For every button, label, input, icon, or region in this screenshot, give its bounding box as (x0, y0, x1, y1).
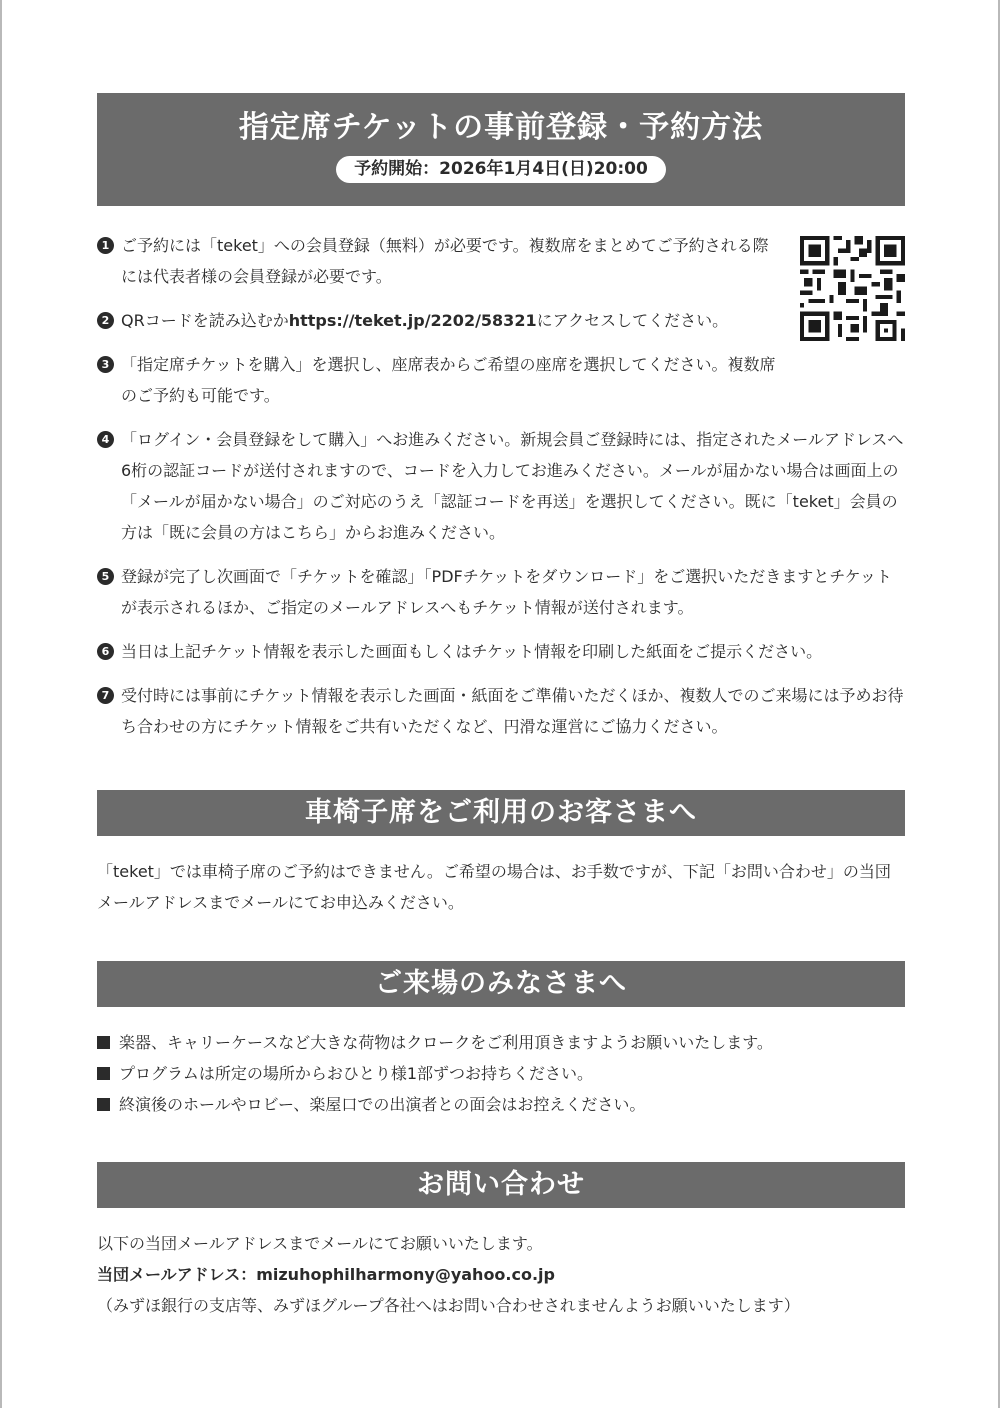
step-number: 1 (97, 237, 114, 254)
list-item: 終演後のホールやロビー、楽屋口での出演者との面会はお控えください。 (97, 1089, 905, 1120)
email-label: 当団メールアドレス： (97, 1265, 257, 1284)
wheelchair-heading: 車椅子席をご利用のお客さまへ (97, 790, 905, 836)
step-7 (97, 680, 905, 742)
list-item: 楽器、キャリーケースなど大きな荷物はクロークをご利用頂きますようお願いいたします。 (97, 1027, 905, 1058)
step-3 (97, 349, 781, 411)
step-number: 4 (97, 431, 114, 448)
step-text: ご予約には「teket」への会員登録（無料）が必要です。複数席をまとめてご予約される際には代表者様の会員登録が必要です。 (121, 236, 769, 286)
contact-note: （みずほ銀行の支店等、みずほグループ各社へはお問い合わせされませんようお願いいたします） (97, 1296, 800, 1315)
qr-code-icon[interactable] (800, 236, 905, 341)
contact-heading: お問い合わせ (97, 1162, 905, 1208)
contact-section (97, 1228, 905, 1321)
step-text: 登録が完了し次画面で「チケットを確認」「PDFチケットをダウンロード」をご選択いただきますとチケットが表示されるほか、ご指定のメールアドレスへもチケット情報が送付されます。 (121, 567, 892, 617)
page-title: 指定席チケットの事前登録・予約方法 (238, 110, 764, 145)
contact-email-line (97, 1259, 905, 1290)
main-header (97, 93, 905, 206)
step-5 (97, 561, 905, 623)
square-bullet-icon (97, 1036, 110, 1049)
step-text: 当日は上記チケット情報を表示した画面もしくはチケット情報を印刷した紙面をご提示ください。 (121, 642, 823, 661)
step-text: 「ログイン・会員登録をして購入」へお進みください。新規会員ご登録時には、指定されたメールアドレスへ6桁の認証コードが送付されますので、コードを入力してお進みください。メールが届かない場合は画面上の「メールが届かない場合」のご対応のうえ「認証コードを再送」を選択してください。既に「teket」会員の方は「既に会員の方はこちら」からお進みください。 (121, 430, 904, 542)
step-2 (97, 305, 781, 336)
teket-url-link[interactable]: https://teket.jp/2202/58321 (288, 311, 537, 330)
step-number: 2 (97, 312, 114, 329)
step-number: 5 (97, 568, 114, 585)
square-bullet-icon (97, 1098, 110, 1111)
step-text: 「指定席チケットを購入」を選択し、座席表からご希望の座席を選択してください。複数席のご予約も可能です。 (121, 355, 776, 405)
step-1 (97, 230, 781, 292)
square-bullet-icon (97, 1067, 110, 1080)
email-link[interactable]: mizuhophilharmony@yahoo.co.jp (256, 1265, 555, 1284)
step-text: にアクセスしてください。 (536, 311, 729, 330)
step-list (97, 230, 905, 755)
step-text: QRコードを読み込むか (121, 311, 289, 330)
wheelchair-text: 「teket」では車椅子席のご予約はできません。ご希望の場合は、お手数ですが、下記「お問い合わせ」の当団メールアドレスまでメールにてお申込みください。 (97, 862, 891, 912)
visitors-heading: ご来場のみなさまへ (97, 961, 905, 1007)
step-6 (97, 636, 905, 667)
step-4 (97, 424, 905, 548)
reservation-start-badge: 予約開始：2026年1月4日(日)20:00 (336, 156, 666, 183)
list-item: プログラムは所定の場所からおひとり様1部ずつお持ちください。 (97, 1058, 905, 1089)
step-number: 3 (97, 356, 114, 373)
visitor-notes-list (97, 1027, 905, 1120)
step-number: 6 (97, 643, 114, 660)
step-number: 7 (97, 687, 114, 704)
step-text: 受付時には事前にチケット情報を表示した画面・紙面をご準備いただくほか、複数人でのご来場には予めお待ち合わせの方にチケット情報をご共有いただくなど、円滑な運営にご協力ください。 (121, 686, 904, 736)
contact-intro: 以下の当団メールアドレスまでメールにてお願いいたします。 (97, 1234, 543, 1253)
